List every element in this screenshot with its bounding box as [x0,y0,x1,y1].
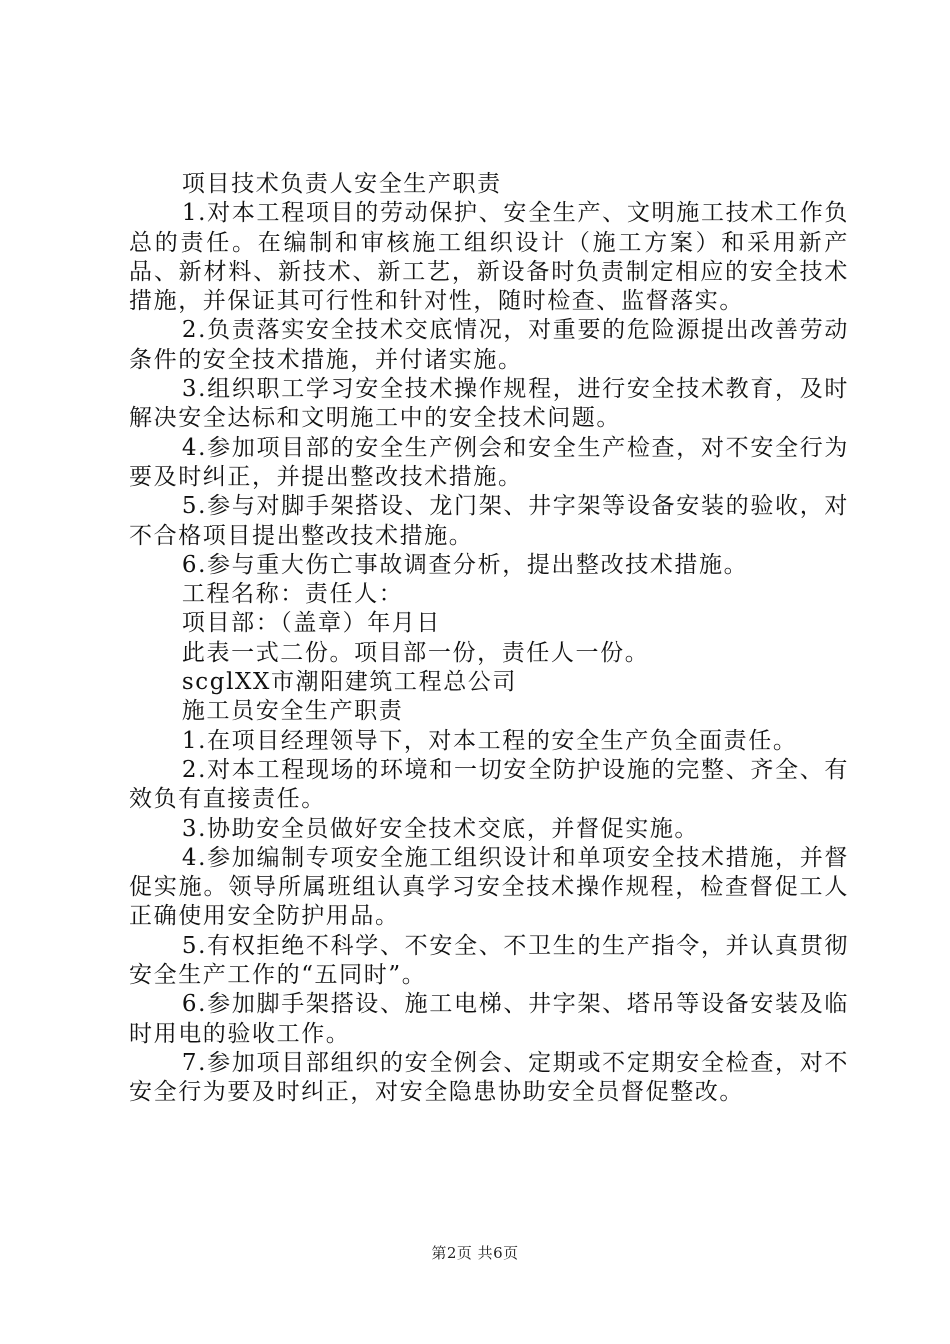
paragraph: 1.对本工程项目的劳动保护、安全生产、文明施工技术工作负总的责任。在编制和审核施工组织设计（施工方案）和采用新产品、新材料、新技术、新工艺，新设备时负责制定相应的安全技术措施，并保证其可行性和针对性，随时检查、监督落实。 [129,200,849,315]
paragraph: 3.协助安全员做好安全技术交底，并督促实施。 [181,815,700,842]
paragraph: 1.在项目经理领导下，对本工程的安全生产负全面责任。 [181,727,798,754]
project-name-line: 工程名称：责任人： [181,581,404,608]
section-title-constructor: 施工员安全生产职责 [181,698,404,725]
paragraph: 5.有权拒绝不科学、不安全、不卫生的生产指令，并认真贯彻安全生产工作的“五同时”。 [129,932,849,989]
paragraph: 6.参加脚手架搭设、施工电梯、井字架、塔吊等设备安装及临时用电的验收工作。 [129,991,849,1047]
copies-note: 此表一式二份。项目部一份，责任人一份。 [181,639,650,666]
paragraph: 6.参与重大伤亡事故调查分析，提出整改技术措施。 [181,551,749,578]
company-name: scglXX市潮阳建筑工程总公司 [181,669,518,696]
paragraph: 5.参与对脚手架搭设、龙门架、井字架等设备安装的验收，对不合格项目提出整改技术措施。 [129,493,849,549]
paragraph: 2.负责落实安全技术交底情况，对重要的危险源提出改善劳动条件的安全技术措施，并付诸实施。 [129,317,849,373]
paragraph: 4.参加编制专项安全施工组织设计和单项安全技术措施，并督促实施。领导所属班组认真学习安全技术操作规程，检查督促工人正确使用安全防护用品。 [129,844,849,930]
page-number-footer: 第2页 共6页 [431,1244,519,1262]
document-body [129,170,849,1108]
paragraph: 4.参加项目部的安全生产例会和安全生产检查，对不安全行为要及时纠正，并提出整改技术措施。 [129,434,849,490]
section-title-tech-lead: 项目技术负责人安全生产职责 [181,171,502,197]
paragraph: 7.参加项目部组织的安全例会、定期或不定期安全检查，对不安全行为要及时纠正，对安全隐患协助安全员督促整改。 [129,1049,849,1106]
paragraph: 3.组织职工学习安全技术操作规程，进行安全技术教育，及时解决安全达标和文明施工中的安全技术问题。 [129,376,849,432]
department-stamp-line: 项目部：（盖章）年月日 [181,610,441,637]
paragraph: 2.对本工程现场的环境和一切安全防护设施的完整、齐全、有效负有直接责任。 [129,756,849,813]
